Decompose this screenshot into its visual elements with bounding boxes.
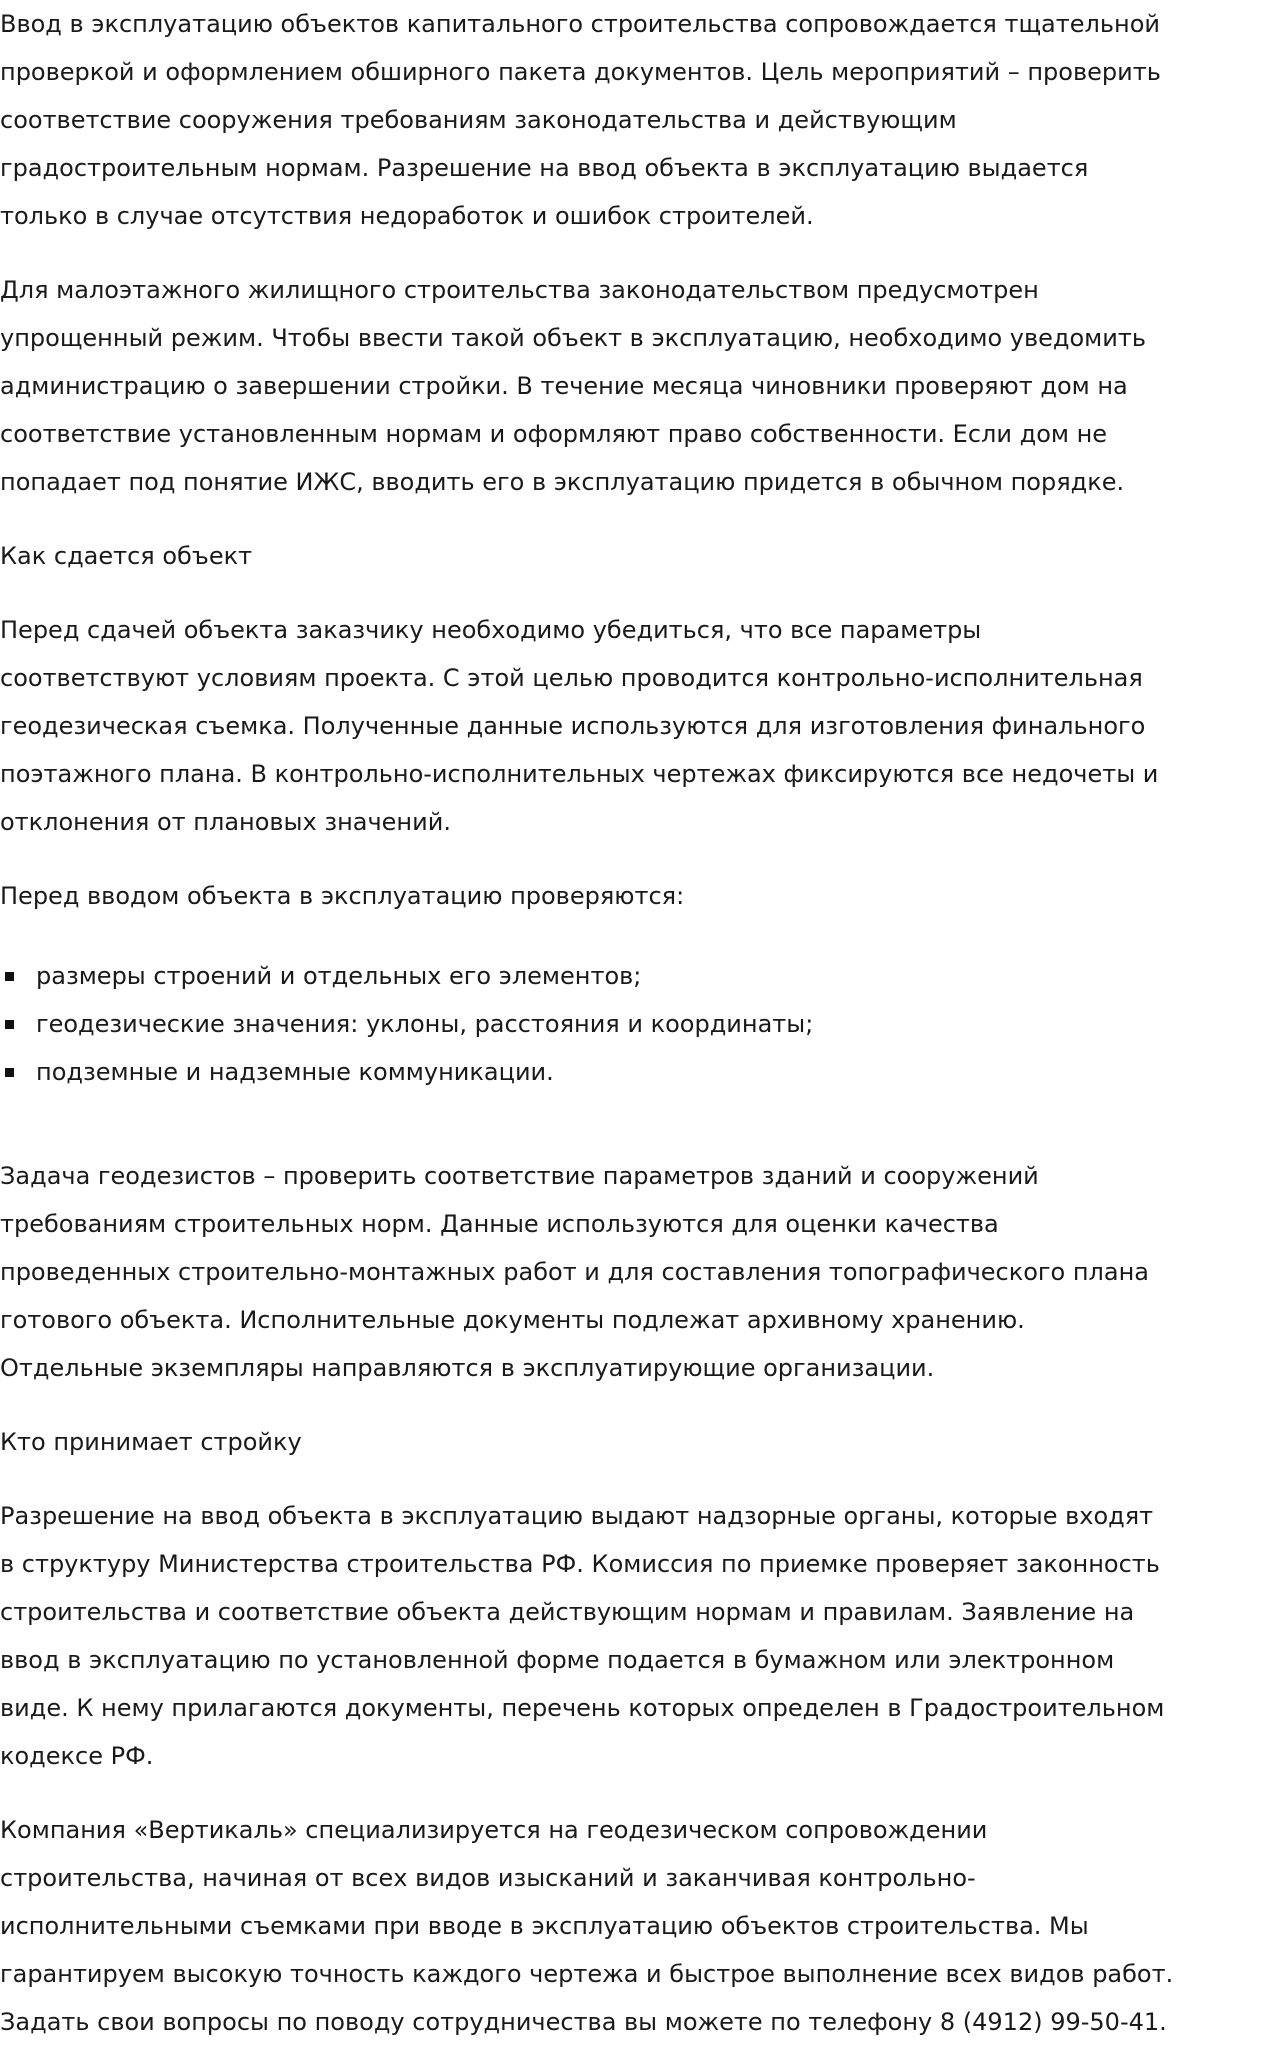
paragraph-company: Компания «Вертикаль» специализируется на геодезическом сопровождении строительства, начиная от всех видов изысканий и заканчивая контрольно- исполнительными съемками при вводе в эксплуатацию объектов строительства. Мы гарантируем высокую точность каждого чертежа и быстрое выполнение всех видов работ. Задать свои вопросы по поводу сотрудничества вы можете по телефону 8 (4912) 99-50-41. <box>0 1816 1174 2036</box>
paragraph-simplified-regime: Для малоэтажного жилищного строительства законодательством предусмотрен упрощенный режим. Чтобы ввести такой объект в эксплуатацию, необходимо уведомить администрацию о завершении стройки. В течение месяца чиновники проверяют дом на соответствие установленным нормам и оформляют право собственности. Если дом не попадает под понятие ИЖС, вводить его в эксплуатацию придется в обычном порядке. <box>0 276 1146 496</box>
paragraph-intro: Ввод в эксплуатацию объектов капитального строительства сопровождается тщательной проверкой и оформлением обширного пакета документов. Цель мероприятий – проверить соответствие сооружения требованиям законодательства и действующим градостроительным нормам. Разрешение на ввод объекта в эксплуатацию выдается только в случае отсутствия недоработок и ошибок строителей. <box>0 10 1161 230</box>
list-item: геодезические значения: уклоны, расстояния и координаты; <box>0 1000 1270 1048</box>
paragraph-surveyors: Задача геодезистов – проверить соответствие параметров зданий и сооружений требованиям строительных норм. Данные используются для оценки качества проведенных строительно-монтажных работ и для составления топографического плана готового объекта. Исполнительные документы подлежат архивному хранению. Отдельные экземпляры направляются в эксплуатирующие организации. <box>0 1162 1149 1382</box>
square-bullet-icon <box>5 1020 14 1029</box>
section-heading-handover: Как сдается объект <box>0 542 253 570</box>
checked-items-list <box>0 920 1270 1122</box>
list-item: размеры строений и отдельных его элементов; <box>0 952 1270 1000</box>
square-bullet-icon <box>5 972 14 981</box>
paragraph-acceptance: Разрешение на ввод объекта в эксплуатацию выдают надзорные органы, которые входят в структуру Министерства строительства РФ. Комиссия по приемке проверяет законность строительства и соответствие объекта действующим нормам и правилам. Заявление на ввод в эксплуатацию по установленной форме подается в бумажном или электронном виде. К нему прилагаются документы, перечень которых определен в Градостроительном кодексе РФ. <box>0 1502 1165 1770</box>
square-bullet-icon <box>5 1068 14 1077</box>
section-heading-acceptance: Кто принимает стройку <box>0 1428 302 1456</box>
list-item: подземные и надземные коммуникации. <box>0 1048 1270 1096</box>
paragraph-checked-intro: Перед вводом объекта в эксплуатацию проверяются: <box>0 882 685 910</box>
paragraph-handover: Перед сдачей объекта заказчику необходимо убедиться, что все параметры соответствуют условиям проекта. С этой целью проводится контрольно-исполнительная геодезическая съемка. Полученные данные используются для изготовления финального поэтажного плана. В контрольно-исполнительных чертежах фиксируются все недочеты и отклонения от плановых значений. <box>0 616 1159 836</box>
